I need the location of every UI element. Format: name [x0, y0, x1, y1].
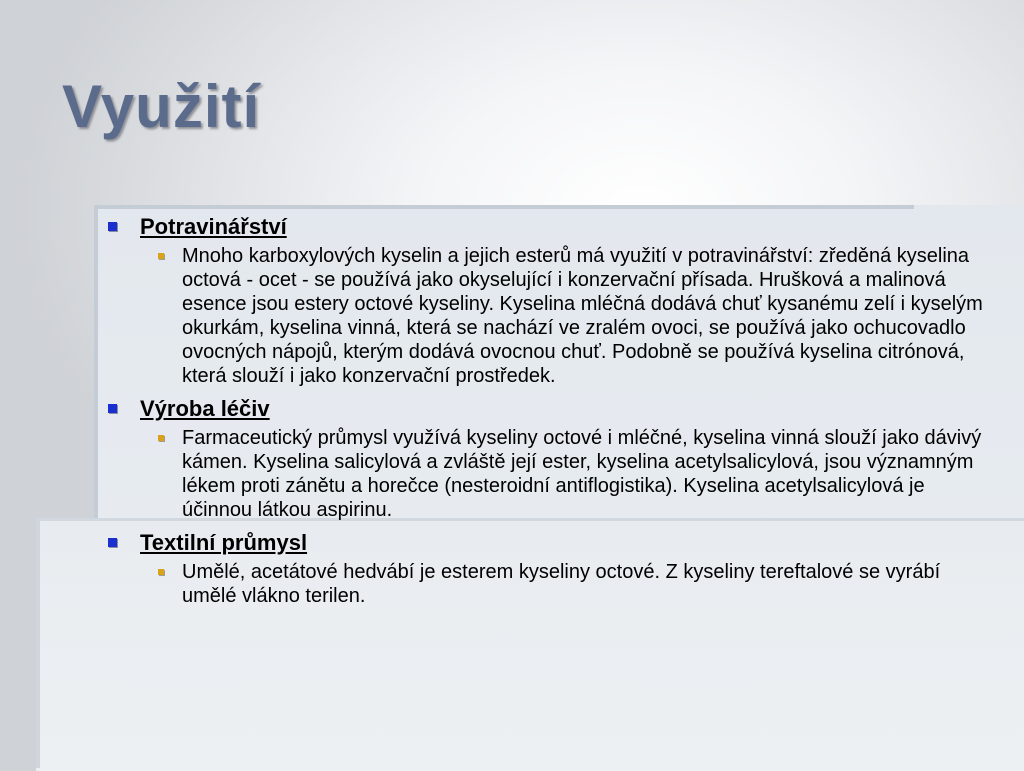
square-bullet-small-icon: [158, 253, 164, 259]
square-bullet-small-icon: [158, 435, 164, 441]
body-text: Farmaceutický průmysl využívá kyseliny octové i mléčné, kyselina vinná slouží jako dávivý kámen. Kyselina salicylová a zvláště její ester, kyselina acetylsalicylová, jsou významným lékem proti zánětu a horečce (nesteroidní antiflogistika). Kyselina acetylsalicylová je účinnou látkou aspirinu.: [182, 427, 982, 521]
square-bullet-icon: [108, 538, 117, 547]
section-text-pharma: [156, 426, 986, 522]
section-text-textile: [156, 560, 986, 608]
section-text-food: [156, 244, 986, 388]
panel-top-border: [94, 205, 914, 209]
lower-panel-left-border: [36, 518, 40, 768]
body-text: Mnoho karboxylových kyselin a jejich esterů má využití v potravinářství: zředěná kyselina octová - ocet - se používá jako okyselující i konzervační přísada. Hrušková a malinová esence jsou estery octové kyseliny. Kyselina mléčná dodává chuť kysanému zelí i kyselým okurkám, kyselina vinná, která se nachází ve zralém ovoci, se používá jako ochucovadlo ovocných nápojů, kterým dodává ovocnou chuť. Podobně se používá kyselina citrónová, která slouží i jako konzervační prostředek.: [182, 245, 983, 387]
heading-text: Výroba léčiv: [140, 396, 270, 421]
heading-text: Textilní průmysl: [140, 530, 308, 555]
section-heading-pharma: [106, 396, 986, 422]
body-text: Umělé, acetátové hedvábí je esterem kyseliny octové. Z kyseliny tereftalové se vyrábí umělé vlákno terilen.: [182, 561, 941, 607]
slide-title: Využití: [62, 73, 261, 140]
section-heading-food: [106, 214, 986, 240]
slide-content: [106, 214, 986, 616]
heading-text: Potravinářství: [140, 214, 287, 239]
square-bullet-icon: [108, 222, 117, 231]
square-bullet-icon: [108, 404, 117, 413]
square-bullet-small-icon: [158, 569, 164, 575]
section-heading-textile: [106, 530, 986, 556]
